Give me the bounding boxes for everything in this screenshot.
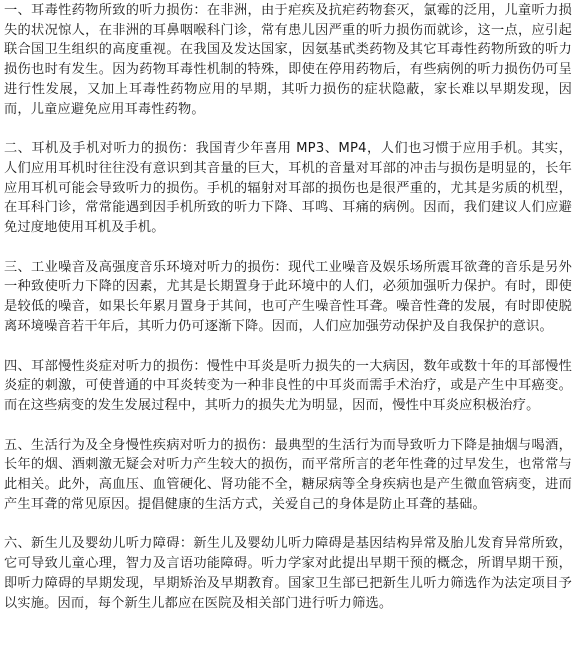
paragraph-chronic-otitis: 四、耳部慢性炎症对听力的损伤：慢性中耳炎是听力损失的一大病因，数年或数十年的耳部慢性炎症的刺激，可使普通的中耳炎转变为一种非良性的中耳炎而需手术治疗，或是产生中耳癌变。而在这些病变的发生发展过程中，其听力的损失尤为明显，因而，慢性中耳炎应积极治疗。 [4, 358, 572, 413]
paragraph-lifestyle-disease: 五、生活行为及全身慢性疾病对听力的损伤：最典型的生活行为而导致听力下降是抽烟与喝酒，长年的烟、酒刺激无疑会对听力产生较大的损伤，而平常所言的老年性聋的过早发生，也常常与此相关。此外，高血压、血管硬化、肾功能不全，糖尿病等全身疾病也是产生微血管病变，进而产生耳聋的常见原因。提倡健康的生活方式，关爱自己的身体是防止耳聋的基础。 [4, 437, 572, 512]
paragraph-earphones-phones: 二、耳机及手机对听力的损伤：我国青少年喜用 MP3、MP4，人们也习惯于应用手机。其实，人们应用耳机时往往没有意识到其音量的巨大，耳机的音量对耳部的冲击与损伤是明显的，长年应用耳机可能会导致听力的损伤。手机的辐射对耳部的损伤也是很严重的，尤其是劣质的机型，在耳科门诊，常常能遇到因手机所致的听力下降、耳鸣、耳痛的病例。因而，我们建议人们应避免过度地使用耳机及手机。 [4, 141, 572, 236]
paragraph-ototoxic-drugs: 一、耳毒性药物所致的听力损伤：在非洲，由于疟疾及抗疟药物套灭，氯霉的泛用，儿童听力损失的状况惊人，在非洲的耳鼻咽喉科门诊，常有患儿因严重的听力损伤而就诊，这一点，应引起联合国卫生组织的高度重视。在我国及发达国家，因氨基甙类药物及其它耳毒性药物所致的听力损伤也时有发生。因为药物耳毒性机制的特殊，即使在停用药物后，有些病例的听力损伤仍可呈进行性发展，又加上耳毒性药物应用的早期，其听力损伤的症状隐蔽，家长难以早期发现，因而，儿童应避免应用耳毒性药物。 [4, 3, 572, 117]
paragraph-noise-exposure: 三、工业噪音及高强度音乐环境对听力的损伤：现代工业噪音及娱乐场所震耳欲聋的音乐是另外一种致使听力下降的因素，尤其是长期置身于此环境中的人们，必须加强听力保护。有时，即使是较低的噪音，如果长年累月置身于其间，也可产生噪音性耳聋。噪音性聋的发展，有时即使脱离环境噪音若干年后，其听力仍可逐渐下降。因而，人们应加强劳动保护及自我保护的意识。 [4, 259, 572, 334]
paragraph-newborn-hearing: 六、新生儿及婴幼儿听力障碍：新生儿及婴幼儿听力障碍是基因结构异常及胎儿发育异常所致，它可导致儿童心理，智力及言语功能障碍。听力学家对此提出早期干预的概念，所谓早期干预，即听力障碍的早期发现，早期矫治及早期教育。国家卫生部已把新生儿听力筛选作为法定项目予以实施。因而，每个新生儿都应在医院及相关部门进行听力筛选。 [4, 536, 572, 611]
